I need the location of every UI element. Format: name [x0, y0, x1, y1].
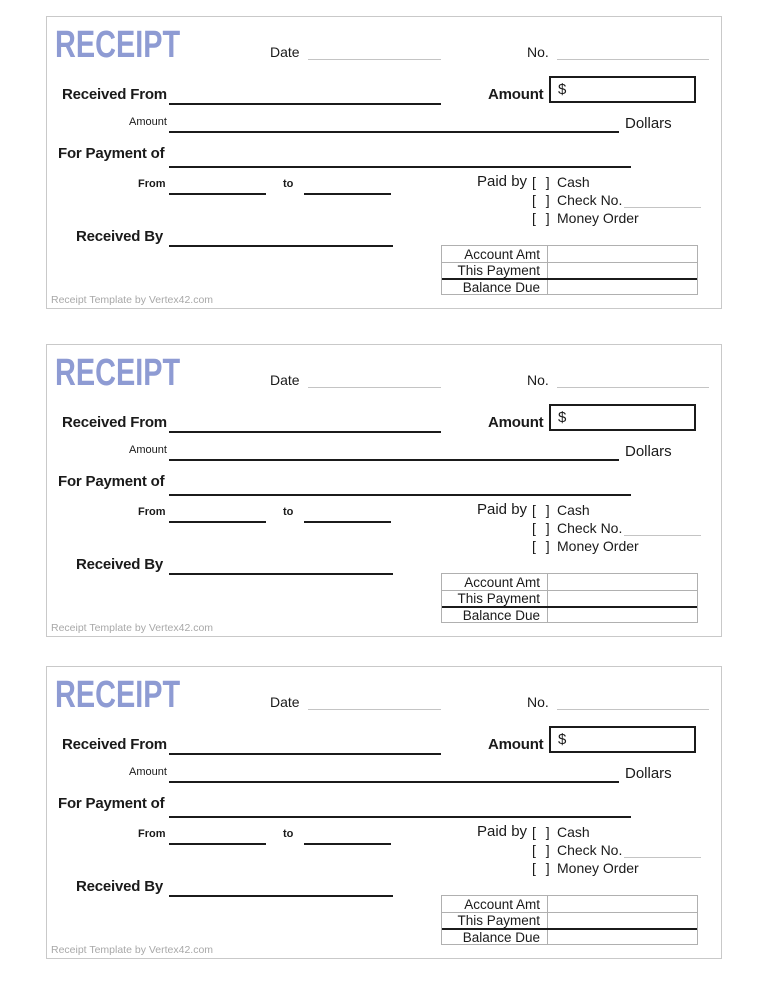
amount-words-label: Amount: [129, 116, 167, 128]
to-label: to: [283, 506, 294, 518]
money-order-checkbox[interactable]: [ ]: [532, 538, 553, 554]
received-from-label: Received From: [62, 86, 167, 103]
amount-label: Amount: [488, 86, 544, 103]
receipt-form: [46, 16, 722, 309]
received-by-label: Received By: [76, 556, 164, 573]
summary-row-balance-due: [442, 606, 697, 622]
this-payment-label: This Payment: [442, 591, 548, 606]
amount-input-box[interactable]: [549, 726, 696, 753]
receipt-form: [46, 666, 722, 959]
balance-due-value-cell[interactable]: [548, 608, 697, 622]
dollars-label: Dollars: [625, 115, 672, 132]
template-credit: Receipt Template by Vertex42.com: [51, 294, 214, 306]
to-label: to: [283, 828, 294, 840]
summary-row-this-payment: [442, 590, 697, 606]
amount-words-label: Amount: [129, 766, 167, 778]
check-no-label: Check No.: [557, 520, 623, 536]
cash-label: Cash: [557, 824, 590, 840]
paid-by-option-money-order: [532, 861, 639, 875]
receipt-number-label: No.: [527, 694, 549, 710]
template-credit: Receipt Template by Vertex42.com: [51, 622, 214, 634]
paid-by-label: Paid by: [477, 173, 528, 190]
money-order-checkbox[interactable]: [ ]: [532, 210, 553, 226]
date-label: Date: [270, 372, 300, 388]
check-no-field-line[interactable]: [624, 857, 701, 858]
amount-words-field-line[interactable]: [169, 781, 619, 783]
dollar-sign: $: [558, 81, 567, 98]
summary-row-this-payment: [442, 912, 697, 928]
receipt-number-label: No.: [527, 372, 549, 388]
paid-by-option-check: [532, 193, 622, 207]
check-checkbox[interactable]: [ ]: [532, 192, 553, 208]
from-label: From: [138, 506, 166, 518]
account-amt-label: Account Amt: [442, 896, 548, 912]
received-from-field-line[interactable]: [169, 103, 441, 105]
cash-checkbox[interactable]: [ ]: [532, 824, 553, 840]
received-from-label: Received From: [62, 414, 167, 431]
to-field-line[interactable]: [304, 193, 391, 195]
check-checkbox[interactable]: [ ]: [532, 842, 553, 858]
paid-by-label: Paid by: [477, 501, 528, 518]
received-by-label: Received By: [76, 878, 164, 895]
receipt-form: [46, 344, 722, 637]
cash-label: Cash: [557, 502, 590, 518]
from-label: From: [138, 828, 166, 840]
account-amt-label: Account Amt: [442, 246, 548, 262]
account-amt-value-cell[interactable]: [548, 574, 697, 590]
for-payment-of-label: For Payment of: [58, 473, 165, 490]
money-order-label: Money Order: [557, 860, 639, 876]
received-by-field-line[interactable]: [169, 895, 393, 897]
amount-words-label: Amount: [129, 444, 167, 456]
received-from-field-line[interactable]: [169, 753, 441, 755]
paid-by-option-money-order: [532, 211, 639, 225]
to-field-line[interactable]: [304, 843, 391, 845]
this-payment-value-cell[interactable]: [548, 591, 697, 606]
check-no-field-line[interactable]: [624, 535, 701, 536]
amount-input-box[interactable]: [549, 404, 696, 431]
received-by-field-line[interactable]: [169, 573, 393, 575]
amount-words-field-line[interactable]: [169, 131, 619, 133]
date-label: Date: [270, 694, 300, 710]
money-order-label: Money Order: [557, 210, 639, 226]
check-checkbox[interactable]: [ ]: [532, 520, 553, 536]
receipt-number-field-line[interactable]: [557, 709, 709, 710]
money-order-checkbox[interactable]: [ ]: [532, 860, 553, 876]
from-label: From: [138, 178, 166, 190]
balance-due-label: Balance Due: [442, 608, 548, 622]
receipt-title: RECEIPT: [55, 674, 181, 716]
paid-by-option-cash: [532, 825, 590, 839]
account-amt-value-cell[interactable]: [548, 246, 697, 262]
dollars-label: Dollars: [625, 765, 672, 782]
check-no-label: Check No.: [557, 842, 623, 858]
date-field-line[interactable]: [308, 59, 441, 60]
cash-checkbox[interactable]: [ ]: [532, 174, 553, 190]
template-credit: Receipt Template by Vertex42.com: [51, 944, 214, 956]
dollar-sign: $: [558, 731, 567, 748]
summary-row-account-amt: [442, 574, 697, 590]
summary-row-balance-due: [442, 928, 697, 944]
balance-due-label: Balance Due: [442, 930, 548, 944]
this-payment-value-cell[interactable]: [548, 263, 697, 278]
for-payment-of-label: For Payment of: [58, 795, 165, 812]
check-no-label: Check No.: [557, 192, 623, 208]
dollar-sign: $: [558, 409, 567, 426]
paid-by-option-money-order: [532, 539, 639, 553]
this-payment-label: This Payment: [442, 913, 548, 928]
summary-row-account-amt: [442, 246, 697, 262]
cash-label: Cash: [557, 174, 590, 190]
for-payment-of-field-line[interactable]: [169, 494, 631, 496]
date-field-line[interactable]: [308, 387, 441, 388]
receipt-number-field-line[interactable]: [557, 387, 709, 388]
date-label: Date: [270, 44, 300, 60]
from-field-line[interactable]: [169, 843, 266, 845]
received-by-field-line[interactable]: [169, 245, 393, 247]
paid-by-label: Paid by: [477, 823, 528, 840]
receipt-number-label: No.: [527, 44, 549, 60]
received-from-label: Received From: [62, 736, 167, 753]
this-payment-value-cell[interactable]: [548, 913, 697, 928]
cash-checkbox[interactable]: [ ]: [532, 502, 553, 518]
paid-by-option-check: [532, 521, 622, 535]
from-field-line[interactable]: [169, 193, 266, 195]
summary-table: [441, 895, 698, 945]
balance-due-value-cell[interactable]: [548, 280, 697, 294]
summary-row-this-payment: [442, 262, 697, 278]
summary-row-balance-due: [442, 278, 697, 294]
paid-by-option-cash: [532, 175, 590, 189]
dollars-label: Dollars: [625, 443, 672, 460]
received-by-label: Received By: [76, 228, 164, 245]
summary-row-account-amt: [442, 896, 697, 912]
amount-words-field-line[interactable]: [169, 459, 619, 461]
amount-input-box[interactable]: [549, 76, 696, 103]
paid-by-option-cash: [532, 503, 590, 517]
date-field-line[interactable]: [308, 709, 441, 710]
for-payment-of-field-line[interactable]: [169, 816, 631, 818]
balance-due-value-cell[interactable]: [548, 930, 697, 944]
for-payment-of-field-line[interactable]: [169, 166, 631, 168]
account-amt-label: Account Amt: [442, 574, 548, 590]
amount-label: Amount: [488, 414, 544, 431]
for-payment-of-label: For Payment of: [58, 145, 165, 162]
to-field-line[interactable]: [304, 521, 391, 523]
from-field-line[interactable]: [169, 521, 266, 523]
this-payment-label: This Payment: [442, 263, 548, 278]
summary-table: [441, 573, 698, 623]
received-from-field-line[interactable]: [169, 431, 441, 433]
summary-table: [441, 245, 698, 295]
check-no-field-line[interactable]: [624, 207, 701, 208]
receipt-title: RECEIPT: [55, 352, 181, 394]
receipt-number-field-line[interactable]: [557, 59, 709, 60]
money-order-label: Money Order: [557, 538, 639, 554]
to-label: to: [283, 178, 294, 190]
amount-label: Amount: [488, 736, 544, 753]
balance-due-label: Balance Due: [442, 280, 548, 294]
receipt-title: RECEIPT: [55, 24, 181, 66]
account-amt-value-cell[interactable]: [548, 896, 697, 912]
paid-by-option-check: [532, 843, 622, 857]
